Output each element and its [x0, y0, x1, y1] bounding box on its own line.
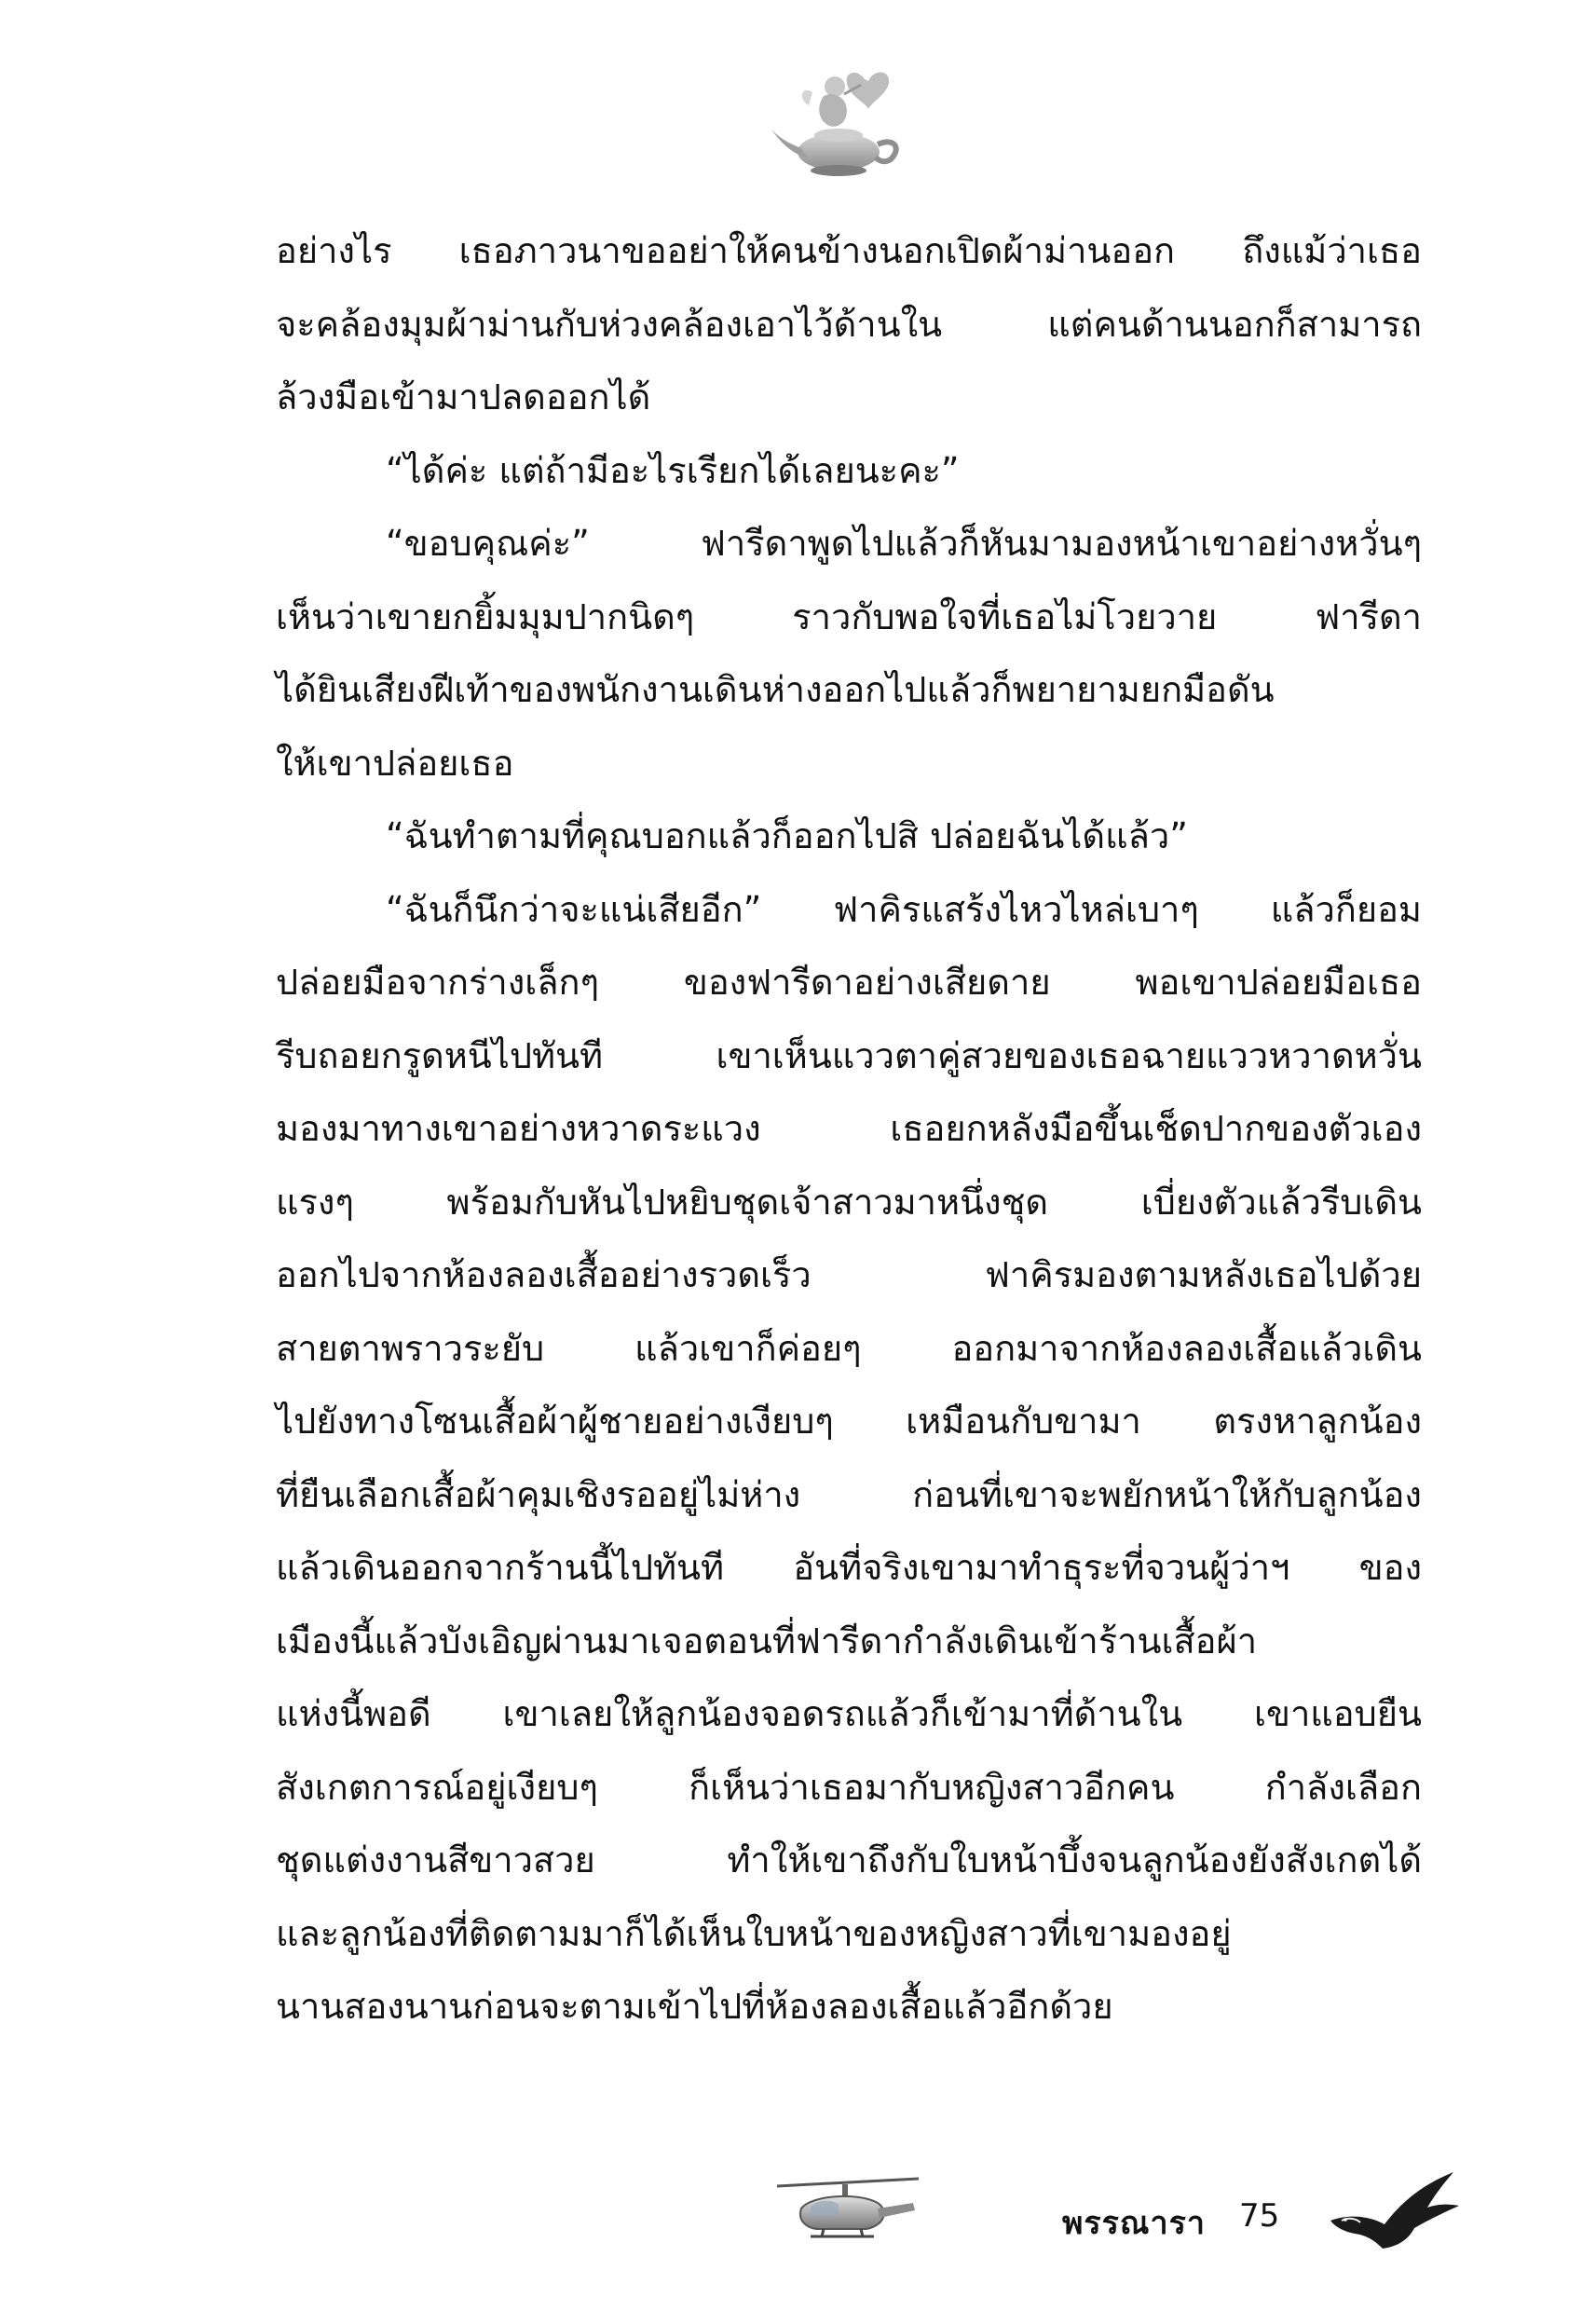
page-number: 75	[1239, 2197, 1280, 2235]
text-line: นานสองนานก่อนจะตามเข้าไปที่ห้องลองเสื้อแล้วอีกด้วย	[276, 1986, 1113, 2027]
text-line: และลูกน้องที่ติดตามมาก็ได้เห็นใบหน้าของหญิงสาวที่เขามองอยู่	[276, 1912, 1232, 1954]
text-line: รีบถอยกรูดหนีไปทันที เขาเห็นแววตาคู่สวยของเธอฉายแววหวาดหวั่น	[276, 1034, 1422, 1076]
text-line: “ขอบคุณค่ะ” ฟารีดาพูดไปแล้วก็หันมามองหน้าเขาอย่างหวั่นๆ	[386, 523, 1422, 564]
text-line: ชุดแต่งงานสีขาวสวย ทำให้เขาถึงกับใบหน้าบึ้งจนลูกน้องยังสังเกตได้	[276, 1839, 1422, 1880]
text-line: มองมาทางเขาอย่างหวาดระแวง เธอยกหลังมือขึ้นเช็ดปากของตัวเอง	[276, 1108, 1422, 1149]
book-title: พรรณารา	[1062, 2205, 1206, 2242]
text-line: สังเกตการณ์อยู่เงียบๆ ก็เห็นว่าเธอมากับหญิงสาวอีกคน กำลังเลือก	[276, 1766, 1422, 1808]
text-line: เมืองนี้แล้วบังเอิญผ่านมาเจอตอนที่ฟารีดากำลังเดินเข้าร้านเสื้อผ้า	[276, 1620, 1258, 1661]
teapot-cupid-icon	[764, 51, 913, 182]
text-line: ที่ยืนเลือกเสื้อผ้าคุมเชิงรออยู่ไม่ห่าง ก่อนที่เขาจะพยักหน้าให้กับลูกน้อง	[276, 1473, 1422, 1515]
page-footer	[0, 2162, 1596, 2274]
text-line: สายตาพราวระยับ แล้วเขาก็ค่อยๆ ออกมาจากห้องลองเสื้อแล้วเดิน	[276, 1327, 1422, 1369]
text-line: เห็นว่าเขายกยิ้มมุมปากนิดๆ ราวกับพอใจที่เธอไม่โวยวาย ฟารีดา	[276, 595, 1422, 637]
text-line: “ฉันทำตามที่คุณบอกแล้วก็ออกไปสิ ปล่อยฉันได้แล้ว”	[386, 815, 1188, 856]
text-line: จะคล้องมุมผ้าม่านกับห่วงคล้องเอาไว้ด้านใน แต่คนด้านนอกก็สามารถ	[276, 303, 1422, 345]
text-line: แล้วเดินออกจากร้านนี้ไปทันที อันที่จริงเขามาทำธุระที่จวนผู้ว่าฯ ของ	[276, 1547, 1422, 1588]
text-line: ให้เขาปล่อยเธอ	[276, 742, 514, 784]
text-line: ไปยังทางโซนเสื้อผ้าผู้ชายอย่างเงียบๆ เหมือนกับขามา ตรงหาลูกน้อง	[276, 1401, 1422, 1442]
text-line: แห่งนี้พอดี เขาเลยให้ลูกน้องจอดรถแล้วก็เข้ามาที่ด้านใน เขาแอบยืน	[276, 1693, 1422, 1734]
text-line: ได้ยินเสียงฝีเท้าของพนักงานเดินห่างออกไปแล้วก็พยายามยกมือดัน	[276, 669, 1275, 710]
eagle-icon	[1323, 2167, 1463, 2260]
text-line: ปล่อยมือจากร่างเล็กๆ ของฟารีดาอย่างเสียดาย พอเขาปล่อยมือเธอ	[276, 962, 1422, 1003]
text-line: อย่างไร เธอภาวนาขออย่าให้คนข้างนอกเปิดผ้าม่านออก ถึงแม้ว่าเธอ	[276, 230, 1422, 271]
text-line: แรงๆ พร้อมกับหันไปหยิบชุดเจ้าสาวมาหนึ่งชุด เบี่ยงตัวแล้วรีบเดิน	[276, 1181, 1422, 1223]
helicopter-icon	[773, 2171, 922, 2255]
text-line: ล้วงมือเข้ามาปลดออกได้	[276, 376, 651, 417]
body-text	[276, 214, 1422, 2044]
text-line: ออกไปจากห้องลองเสื้ออย่างรวดเร็ว ฟาคิรมองตามหลังเธอไปด้วย	[276, 1254, 1422, 1295]
text-line: “ได้ค่ะ แต่ถ้ามีอะไรเรียกได้เลยนะคะ”	[386, 449, 960, 491]
text-line: “ฉันก็นึกว่าจะแน่เสียอีก” ฟาคิรแสร้งไหวไหล่เบาๆ แล้วก็ยอม	[386, 888, 1422, 930]
